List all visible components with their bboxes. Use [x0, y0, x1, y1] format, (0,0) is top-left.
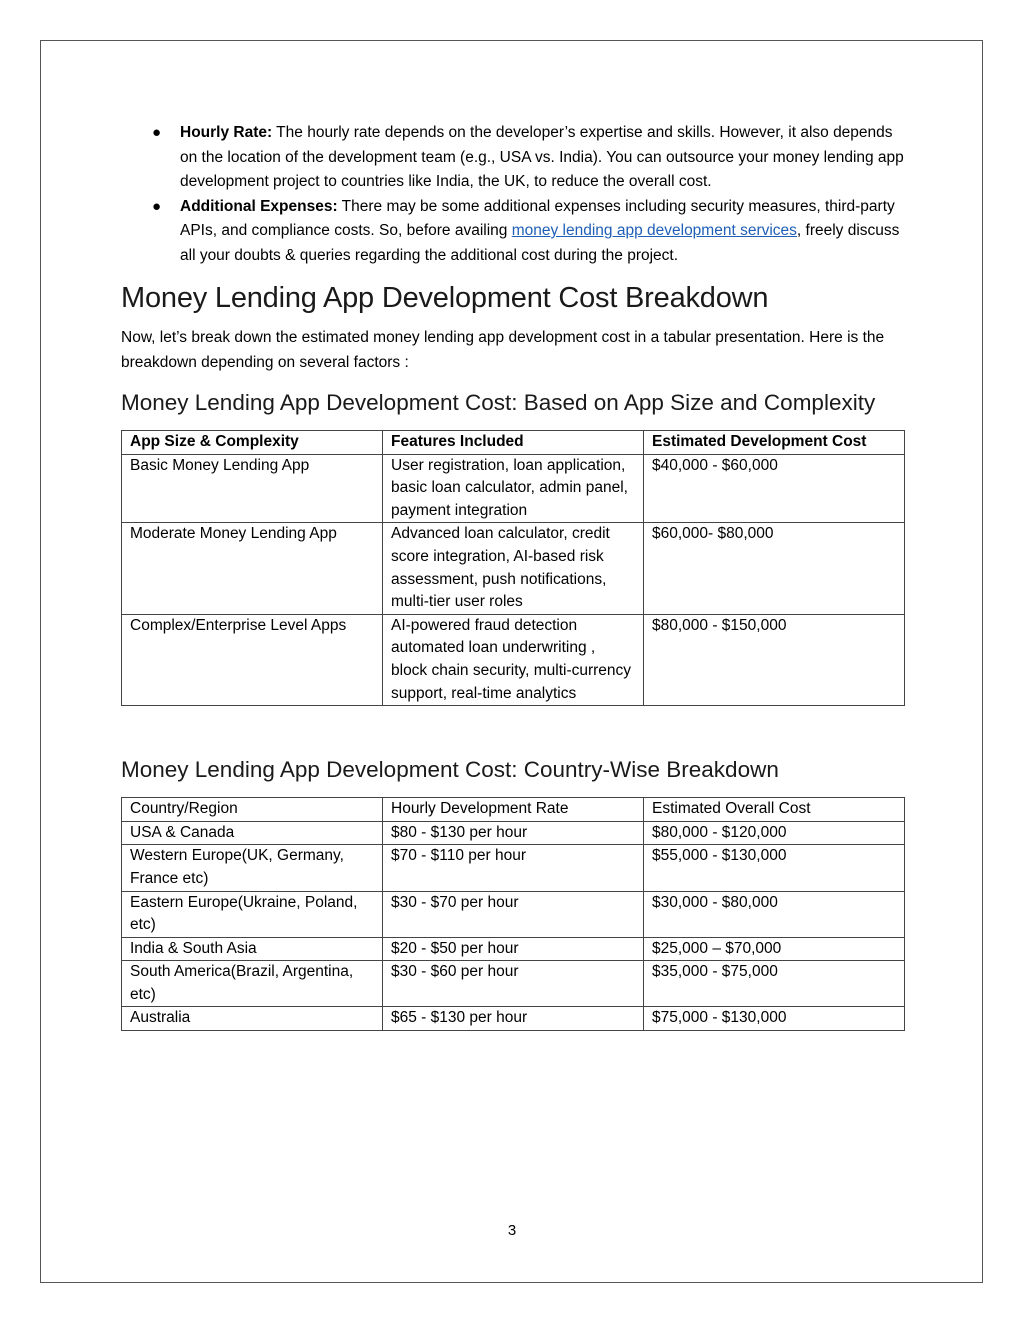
table-row [122, 523, 905, 614]
table-header-cell: App Size & Complexity [122, 431, 383, 455]
table-cell: USA & Canada [122, 821, 383, 845]
table-cell: $80 - $130 per hour [383, 821, 644, 845]
table-row [122, 937, 905, 961]
table-cell: $30 - $60 per hour [383, 961, 644, 1007]
table-cell: $25,000 – $70,000 [644, 937, 905, 961]
bullet-text: There may be some additional expenses including security measures, third-party APIs, and compliance costs. So, before availing [180, 197, 895, 239]
table-cell: $70 - $110 per hour [383, 845, 644, 891]
table-header-cell: Estimated Overall Cost [644, 798, 905, 822]
size-section-heading: Money Lending App Development Cost: Based on App Size and Complexity [121, 390, 876, 415]
table-header-cell: Features Included [383, 431, 644, 455]
table-row [122, 891, 905, 937]
table-cell: $20 - $50 per hour [383, 937, 644, 961]
table-header-cell: Country/Region [122, 798, 383, 822]
table-cell: $60,000- $80,000 [644, 523, 905, 614]
table-cell: Western Europe(UK, Germany, France etc) [122, 845, 383, 891]
table-cell: AI-powered fraud detection automated loan underwriting , block chain security, multi-currency support, real-time analytics [383, 614, 644, 705]
table-header-cell: Hourly Development Rate [383, 798, 644, 822]
country-section-heading: Money Lending App Development Cost: Country-Wise Breakdown [121, 757, 779, 783]
table-row [122, 821, 905, 845]
table-cell: $80,000 - $120,000 [644, 821, 905, 845]
table-cell: Complex/Enterprise Level Apps [122, 614, 383, 705]
table-cell: India & South Asia [122, 937, 383, 961]
size-cost-table [121, 430, 905, 706]
table-cell: $30 - $70 per hour [383, 891, 644, 937]
table-cell: $65 - $130 per hour [383, 1007, 644, 1031]
table-row [122, 614, 905, 705]
table-cell: Moderate Money Lending App [122, 523, 383, 614]
table-header-row [122, 798, 905, 822]
bullet-text: The hourly rate depends on the developer’s expertise and skills. However, it also depends on the location of the development team (e.g., USA vs. India). You can outsource your money lending app development project to countries like India, the UK, to reduce the overall cost. [180, 124, 904, 190]
bullet-dot-icon: ● [152, 197, 162, 215]
page-content [121, 121, 904, 1031]
table-cell: $40,000 - $60,000 [644, 454, 905, 523]
bullet-hourly-rate [121, 121, 904, 195]
table-cell: Eastern Europe(Ukraine, Poland, etc) [122, 891, 383, 937]
table-row [122, 454, 905, 523]
table-cell: User registration, loan application, basic loan calculator, admin panel, payment integration [383, 454, 644, 523]
bullet-text: , freely discuss all your doubts & queries regarding the additional cost during the project. [180, 222, 900, 264]
bullet-list [121, 121, 904, 268]
services-link[interactable]: money lending app development services [511, 222, 797, 239]
table-cell: $75,000 - $130,000 [644, 1007, 905, 1031]
table-cell: $30,000 - $80,000 [644, 891, 905, 937]
table-cell: Advanced loan calculator, credit score integration, AI-based risk assessment, push notifications, multi-tier user roles [383, 523, 644, 614]
table-row [122, 961, 905, 1007]
table-cell: Basic Money Lending App [122, 454, 383, 523]
bullet-dot-icon: ● [152, 124, 162, 141]
table-header-cell: Estimated Development Cost [644, 431, 905, 455]
table-row [122, 845, 905, 891]
bullet-additional-expenses [121, 195, 904, 269]
page-number: 3 [507, 1222, 517, 1239]
table-cell: South America(Brazil, Argentina, etc) [122, 961, 383, 1007]
bullet-label: Additional Expenses: [180, 197, 338, 215]
bullet-label: Hourly Rate: [180, 124, 273, 141]
table-cell: $80,000 - $150,000 [644, 614, 905, 705]
table-header-row [122, 431, 905, 455]
intro-paragraph: Now, let’s break down the estimated money lending app development cost in a tabular presentation. Here is the breakdown depending on several factors : [121, 329, 885, 371]
main-heading: Money Lending App Development Cost Breakdown [121, 282, 769, 314]
table-cell: $55,000 - $130,000 [644, 845, 905, 891]
table-cell: Australia [122, 1007, 383, 1031]
table-row [122, 1007, 905, 1031]
country-cost-table [121, 797, 905, 1031]
table-cell: $35,000 - $75,000 [644, 961, 905, 1007]
